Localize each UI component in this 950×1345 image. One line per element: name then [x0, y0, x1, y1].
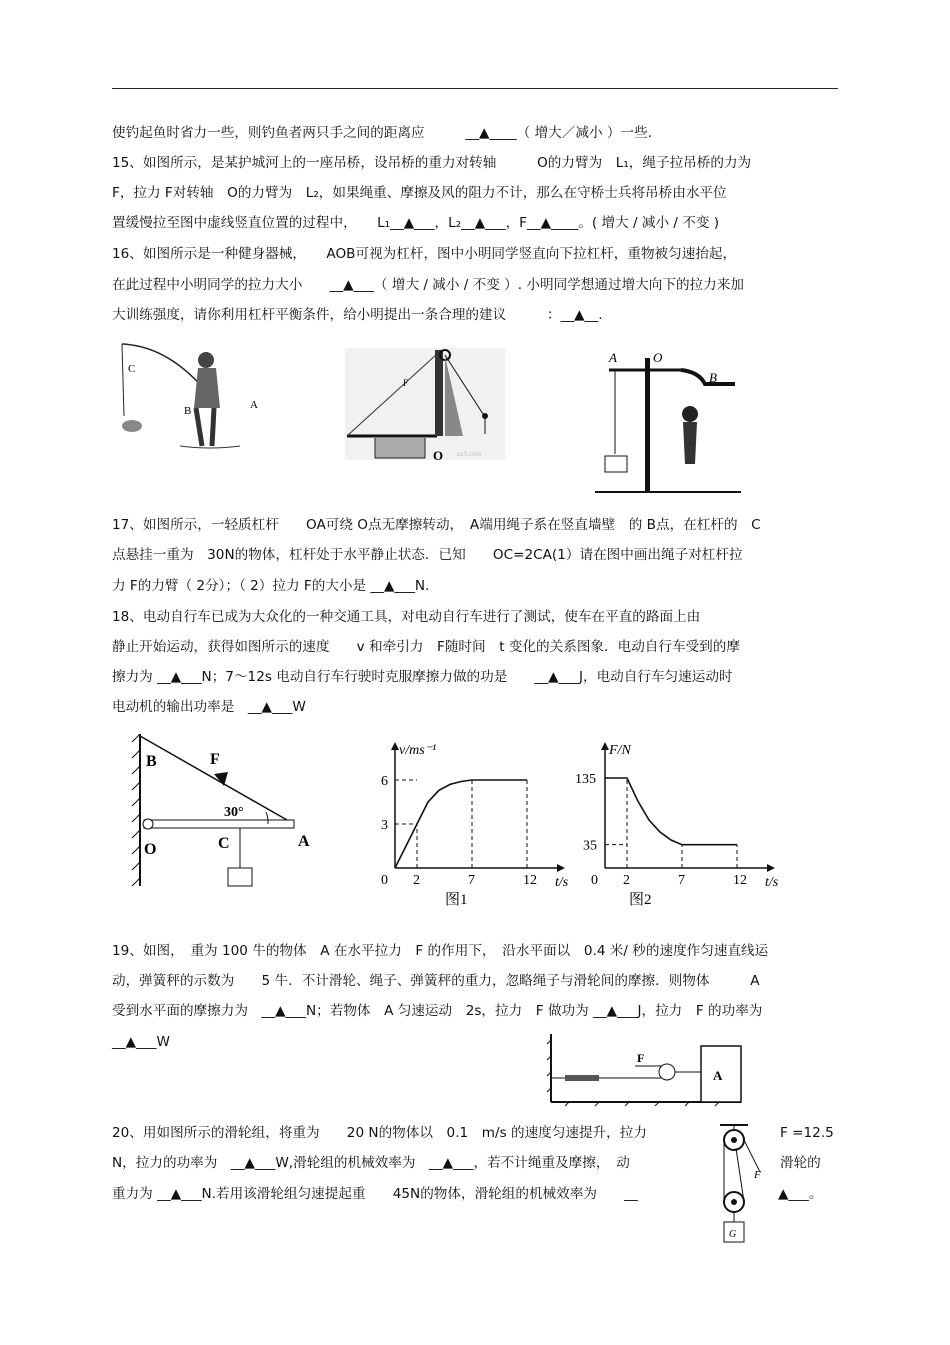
x-tick-label: 2 — [413, 873, 420, 888]
x-tick-label: 2 — [623, 873, 630, 888]
fishing-figure — [110, 338, 265, 458]
text-line: 力 F的力臂（ 2分）；（ 2）拉力 F的大小是 __▲___N. — [112, 578, 430, 594]
text-line: 16、如图所示是一种健身器械， AOB可视为杠杆，图中小明同学竖直向下拉杠杆，重物被匀速抬起， — [112, 246, 737, 262]
header-rule — [112, 88, 838, 89]
x-axis-label: t/s — [765, 875, 779, 890]
x-tick-label: 7 — [678, 873, 685, 888]
text-line: 18、电动自行车已成为大众化的一种交通工具，对电动自行车进行了测试，使车在平直的路面上由 — [112, 609, 701, 625]
series-line — [395, 780, 527, 868]
label-o: O — [144, 841, 157, 858]
text-line: 滑轮的 — [780, 1155, 821, 1171]
text-line: 17、如图所示，一轻质杠杆 OA可绕 O点无摩擦转动， A端用绳子系在竖直墙壁 的 B点，在杠杆的 C — [112, 517, 761, 533]
text-line: 静止开始运动，获得如图所示的速度 v 和牵引力 F随时间 t 变化的关系图象．电动自行车受到的摩 — [112, 639, 740, 655]
chart-caption: 图2 — [629, 892, 652, 908]
y-axis-label: v/ms⁻¹ — [399, 743, 437, 758]
label-c: C — [128, 363, 136, 375]
y-axis-arrow — [391, 742, 399, 750]
y-tick-label: 6 — [381, 774, 388, 789]
text-line: __▲___W — [112, 1034, 170, 1050]
x-axis-arrow — [767, 864, 775, 872]
text-line: N，拉力的功率为 __▲___W,滑轮组的机械效率为 __▲___，若不计绳重及摩擦， 动 — [112, 1155, 630, 1171]
force-chart — [565, 732, 779, 912]
text-line: 电动机的输出功率是 __▲___W — [112, 699, 306, 715]
label-angle: 30° — [224, 805, 244, 820]
velocity-chart — [365, 732, 569, 912]
y-tick-label: 135 — [575, 772, 596, 787]
label-a: A — [609, 350, 617, 365]
label-f: F — [403, 378, 409, 388]
label-b: B — [146, 753, 157, 770]
watermark: zx5.com — [457, 450, 481, 458]
x-axis-label: t/s — [555, 875, 569, 890]
text-line: 15、如图所示，是某护城河上的一座吊桥，设吊桥的重力对转轴 O的力臂为 L₁，绳子拉吊桥的力为 — [112, 155, 752, 171]
y-axis-arrow — [601, 742, 609, 750]
label-o: O — [653, 350, 663, 365]
x-axis-arrow — [557, 864, 565, 872]
text-line: 受到水平面的摩擦力为 __▲___N；若物体 A 匀速运动 2s，拉力 F 做功为 __▲___J，拉力 F 的功率为 — [112, 1003, 763, 1019]
label-c: C — [218, 835, 230, 852]
text-line: 大训练强度，请你利用杠杆平衡条件，给小明提出一条合理的建议 ：__▲__. — [112, 307, 603, 323]
x-tick-label: 12 — [523, 873, 537, 888]
text-line: 点悬挂一重为 30N的物体，杠杆处于水平静止状态．已知 OC=2CA(1）请在图中画出绳子对杠杆拉 — [112, 547, 743, 563]
label-a: A — [250, 399, 258, 411]
y-tick-label: 35 — [583, 838, 597, 854]
label-f: F — [210, 751, 220, 768]
text-line: 20、用如图所示的滑轮组，将重为 20 N的物体以 0.1 m/s 的速度匀速提升，拉力 — [112, 1125, 647, 1141]
text-line: 使钓起鱼时省力一些，则钓鱼者两只手之间的距离应 __▲____（ 增大／减小 ）一些. — [112, 125, 652, 141]
label-o: O — [433, 448, 444, 463]
text-line: ▲___。 — [778, 1186, 823, 1202]
gym-lever-figure — [595, 344, 745, 499]
text-line: 重力为 __▲___N.若用该滑轮组匀速提起重 45N的物体，滑轮组的机械效率为 __ — [112, 1186, 638, 1202]
lever-rope-figure — [128, 730, 328, 890]
x-tick-label: 0 — [591, 873, 598, 888]
x-tick-label: 12 — [733, 873, 747, 888]
label-f: F — [754, 1169, 761, 1181]
text-line: 动，弹簧秤的示数为 5 牛．不计滑轮、绳子、弹簧秤的重力，忽略绳子与滑轮间的摩擦．则物体 A — [112, 973, 760, 989]
label-f: F — [637, 1051, 645, 1065]
pulley-system-figure — [712, 1122, 772, 1246]
label-a: A — [713, 1068, 723, 1083]
text-line: F =12.5 — [780, 1125, 834, 1141]
label-b: B — [184, 405, 192, 417]
text-line: 在此过程中小明同学的拉力大小 __▲___（ 增大 / 减小 / 不变 ）. 小明同学想通过增大向下的拉力来加 — [112, 277, 744, 293]
label-b: B — [709, 370, 717, 385]
y-tick-label: 3 — [381, 818, 388, 833]
series-line — [605, 778, 737, 845]
x-tick-label: 0 — [381, 873, 388, 888]
drawbridge-figure — [345, 348, 505, 463]
text-line: 置缓慢拉至图中虚线竖直位置的过程中， L₁__▲___，L₂__▲___，F__▲____。( 增大 / 减小 / 不变 ) — [112, 215, 720, 231]
chart-caption: 图1 — [445, 892, 468, 908]
label-a: A — [298, 833, 310, 850]
label-g: G — [729, 1229, 737, 1240]
text-line: 擦力为 __▲___N；7～12s 电动自行车行驶时克服摩擦力做的功是 __▲___J，电动自行车匀速运动时 — [112, 669, 733, 685]
x-tick-label: 7 — [468, 873, 475, 888]
y-axis-label: F/N — [609, 743, 631, 758]
text-line: 19、如图， 重为 100 牛的物体 A 在水平拉力 F 的作用下， 沿水平面以 0.4 米/ 秒的速度作匀速直线运 — [112, 943, 769, 959]
pulley-block-figure — [545, 1030, 745, 1108]
text-line: F，拉力 F对转轴 O的力臂为 L₂，如果绳重、摩擦及风的阻力不计，那么在守桥士兵将吊桥由水平位 — [112, 185, 727, 201]
